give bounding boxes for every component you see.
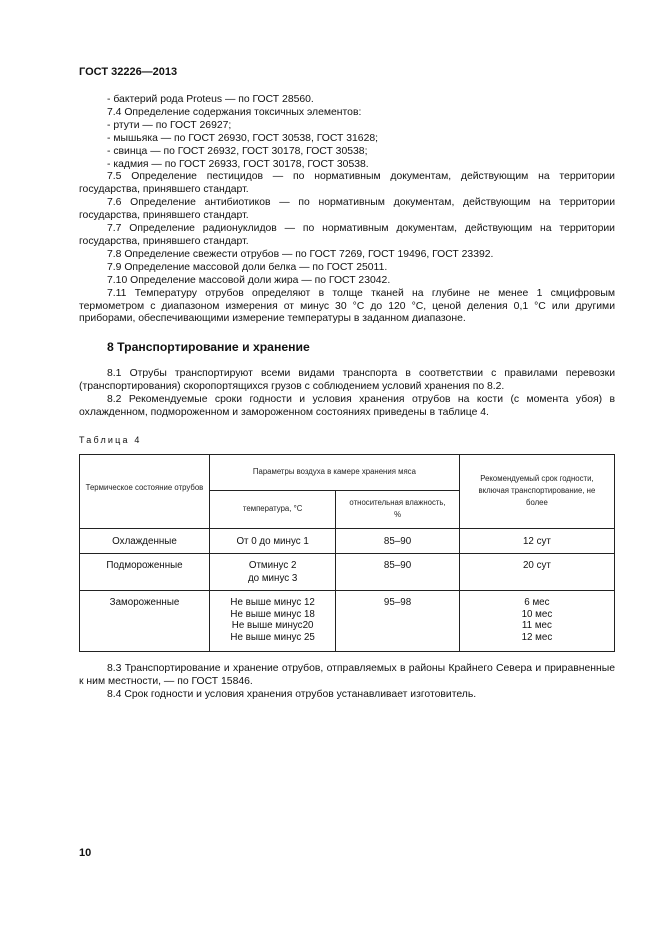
document-header: ГОСТ 32226—2013 [79,66,178,78]
table-caption: Таблица 4 [79,434,142,445]
header-state: Термическое состояние отрубов [80,454,210,528]
paragraph: 7.5 Определение пестицидов — по нормативным документам, действующим на территории государства, принявшего стандарт. [79,171,615,196]
cell-temp: Не выше минус 12 Не выше минус 18 Не выше минус20 Не выше минус 25 [209,590,335,651]
paragraph: 7.10 Определение массовой доли жира — по ГОСТ 23042. [107,274,391,286]
paragraph: - ртути — по ГОСТ 26927; [107,119,232,131]
paragraph: 8.4 Срок годности и условия хранения отрубов устанавливает изготовитель. [107,688,477,700]
paragraph: - бактерий рода Proteus — по ГОСТ 28560. [107,94,314,105]
table-row [80,590,615,651]
header-humidity: относительная влажность, % [336,490,460,528]
closing-section [79,663,615,702]
paragraph: 8.2 Рекомендуемые сроки годности и условия хранения отрубов на кости (с момента убоя) в охлажденном, подмороженном и замороженном состояниях приведены в таблице 4. [79,394,615,418]
section-title: 8 Транспортирование и хранение [107,340,310,355]
paragraph: - кадмия — по ГОСТ 26933, ГОСТ 30178, ГОСТ 30538. [107,158,369,170]
paragraph: 7.11 Температуру отрубов определяют в толще тканей на глубине не менее 1 смцифровым термометром с диапазоном измерения от минус 30 °С до 120 °С, ценой деления 0,1 °С или другими приборами, обеспечивающими измерение температуры в заданном диапазоне. [79,287,615,325]
page-number: 10 [79,847,92,859]
intro-section [79,94,615,326]
header-temp: температура, °С [209,490,335,528]
paragraph: 7.6 Определение антибиотиков — по нормативным документам, действующим на территории государства, принявшего стандарт. [79,197,615,222]
storage-table [79,454,615,652]
paragraph: 8.1 Отрубы транспортируют всеми видами транспорта в соответствии с правилами перевозки (транспортирования) скоропортящихся грузов с соблюдением условий хранения по 8.2. [79,368,615,393]
header-shelf: Рекомендуемый срок годности, включая транспортирование, не более [459,454,614,528]
paragraph: - мышьяка — по ГОСТ 26930, ГОСТ 30538, ГОСТ 31628; [107,132,379,144]
cell-temp: Отминус 2 до минус 3 [209,553,335,590]
cell-state: Замороженные [80,590,210,651]
cell-humidity: 95–98 [336,590,460,651]
cell-shelf: 6 мес 10 мес 11 мес 12 мес [459,590,614,651]
cell-state: Подмороженные [80,553,210,590]
cell-state: Охлажденные [80,528,210,553]
paragraph: 7.7 Определение радионуклидов — по нормативным документам, действующим на территории государства, принявшего стандарт. [79,223,615,247]
table-row [80,528,615,553]
table-row [80,553,615,590]
cell-humidity: 85–90 [336,528,460,553]
paragraph: 7.4 Определение содержания токсичных элементов: [107,106,362,118]
paragraph: 7.9 Определение массовой доли белка — по ГОСТ 25011. [107,261,388,273]
cell-shelf: 20 сут [459,553,614,590]
paragraph: 8.3 Транспортирование и хранение отрубов, отправляемых в районы Крайнего Севера и приравненные к ним местности, — по ГОСТ 15846. [79,662,615,687]
cell-humidity: 85–90 [336,553,460,590]
paragraph: 7.8 Определение свежести отрубов — по ГОСТ 7269, ГОСТ 19496, ГОСТ 23392. [107,248,494,260]
cell-temp: От 0 до минус 1 [209,528,335,553]
header-params: Параметры воздуха в камере хранения мяса [209,454,459,490]
cell-shelf: 12 сут [459,528,614,553]
document-body [79,94,615,701]
paragraph: - свинца — по ГОСТ 26932, ГОСТ 30178, ГОСТ 30538; [107,145,368,157]
